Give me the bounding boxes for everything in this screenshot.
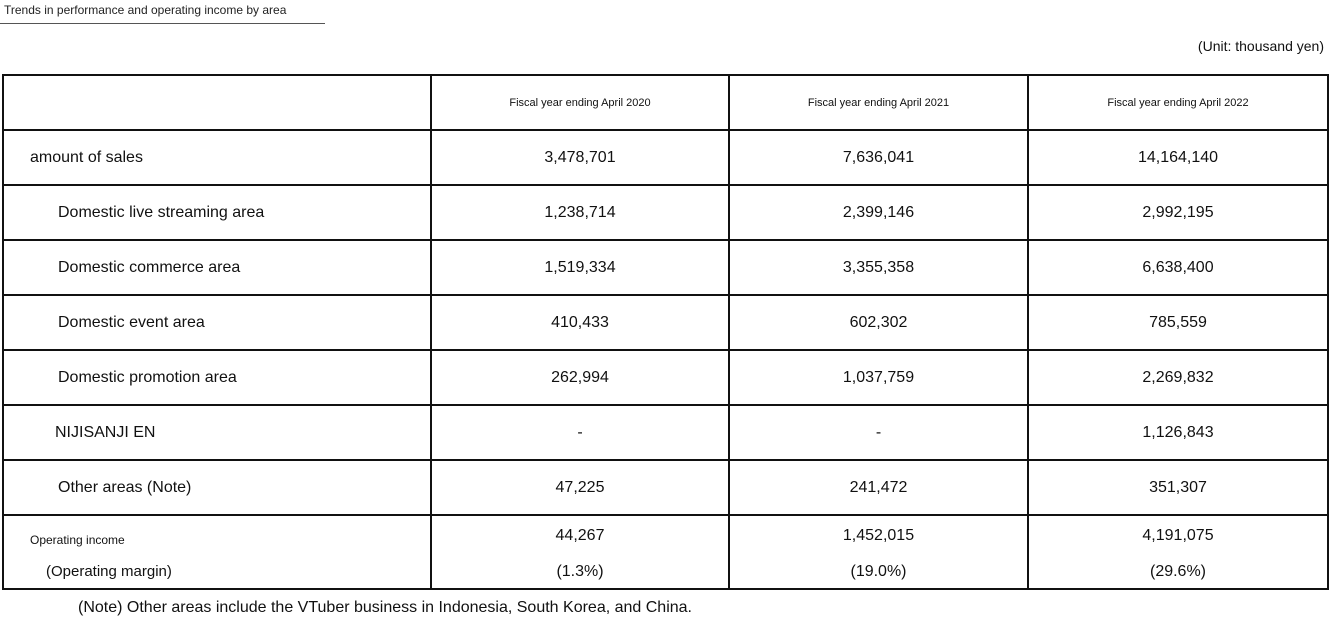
cell-value: 410,433 — [431, 295, 729, 350]
row-label: Domestic promotion area — [3, 350, 431, 405]
cell-value: 1,126,843 — [1028, 405, 1328, 460]
title-underline — [0, 23, 325, 24]
cell-value: 6,638,400 — [1028, 240, 1328, 295]
operating-margin-value: (29.6%) — [1149, 563, 1207, 580]
operating-cell — [1028, 515, 1328, 589]
operating-income-value: 4,191,075 — [1142, 527, 1214, 544]
table-row — [3, 405, 1328, 460]
table-row — [3, 295, 1328, 350]
cell-value: 7,636,041 — [729, 130, 1028, 185]
table-row — [3, 130, 1328, 185]
cell-value: 351,307 — [1028, 460, 1328, 515]
header-row — [3, 75, 1328, 130]
cell-value: 1,238,714 — [431, 185, 729, 240]
table-row — [3, 460, 1328, 515]
row-label: Domestic commerce area — [3, 240, 431, 295]
cell-value: 785,559 — [1028, 295, 1328, 350]
cell-value: 3,478,701 — [431, 130, 729, 185]
operating-margin-label: (Operating margin) — [46, 562, 172, 580]
cell-value: 1,037,759 — [729, 350, 1028, 405]
footnote: (Note) Other areas include the VTuber business in Indonesia, South Korea, and China. — [78, 599, 692, 616]
cell-value: - — [729, 405, 1028, 460]
column-header: Fiscal year ending April 2022 — [1028, 75, 1328, 130]
performance-table — [2, 74, 1329, 590]
cell-value: 262,994 — [431, 350, 729, 405]
cell-value: 2,992,195 — [1028, 185, 1328, 240]
row-label: amount of sales — [3, 130, 431, 185]
operating-cell — [431, 515, 729, 589]
operating-income-row — [3, 515, 1328, 589]
cell-value: 1,519,334 — [431, 240, 729, 295]
operating-income-value: 44,267 — [555, 527, 605, 544]
table-row — [3, 185, 1328, 240]
operating-cell — [729, 515, 1028, 589]
operating-income-value: 1,452,015 — [842, 527, 915, 544]
cell-value: 2,399,146 — [729, 185, 1028, 240]
table-row — [3, 240, 1328, 295]
cell-value: - — [431, 405, 729, 460]
cell-value: 602,302 — [729, 295, 1028, 350]
row-label: Other areas (Note) — [3, 460, 431, 515]
header-empty-cell — [3, 75, 431, 130]
table-row — [3, 350, 1328, 405]
table-title: Trends in performance and operating income by area — [4, 3, 287, 17]
cell-value: 241,472 — [729, 460, 1028, 515]
operating-label-cell — [3, 515, 431, 589]
cell-value: 14,164,140 — [1028, 130, 1328, 185]
operating-margin-value: (19.0%) — [850, 563, 907, 580]
column-header: Fiscal year ending April 2021 — [729, 75, 1028, 130]
row-label: Domestic event area — [3, 295, 431, 350]
cell-value: 47,225 — [431, 460, 729, 515]
unit-label: (Unit: thousand yen) — [1197, 38, 1324, 54]
row-label: Domestic live streaming area — [3, 185, 431, 240]
cell-value: 2,269,832 — [1028, 350, 1328, 405]
operating-income-label: Operating income — [30, 532, 125, 547]
operating-margin-value: (1.3%) — [556, 563, 604, 580]
column-header: Fiscal year ending April 2020 — [431, 75, 729, 130]
row-label: NIJISANJI EN — [3, 405, 431, 460]
cell-value: 3,355,358 — [729, 240, 1028, 295]
